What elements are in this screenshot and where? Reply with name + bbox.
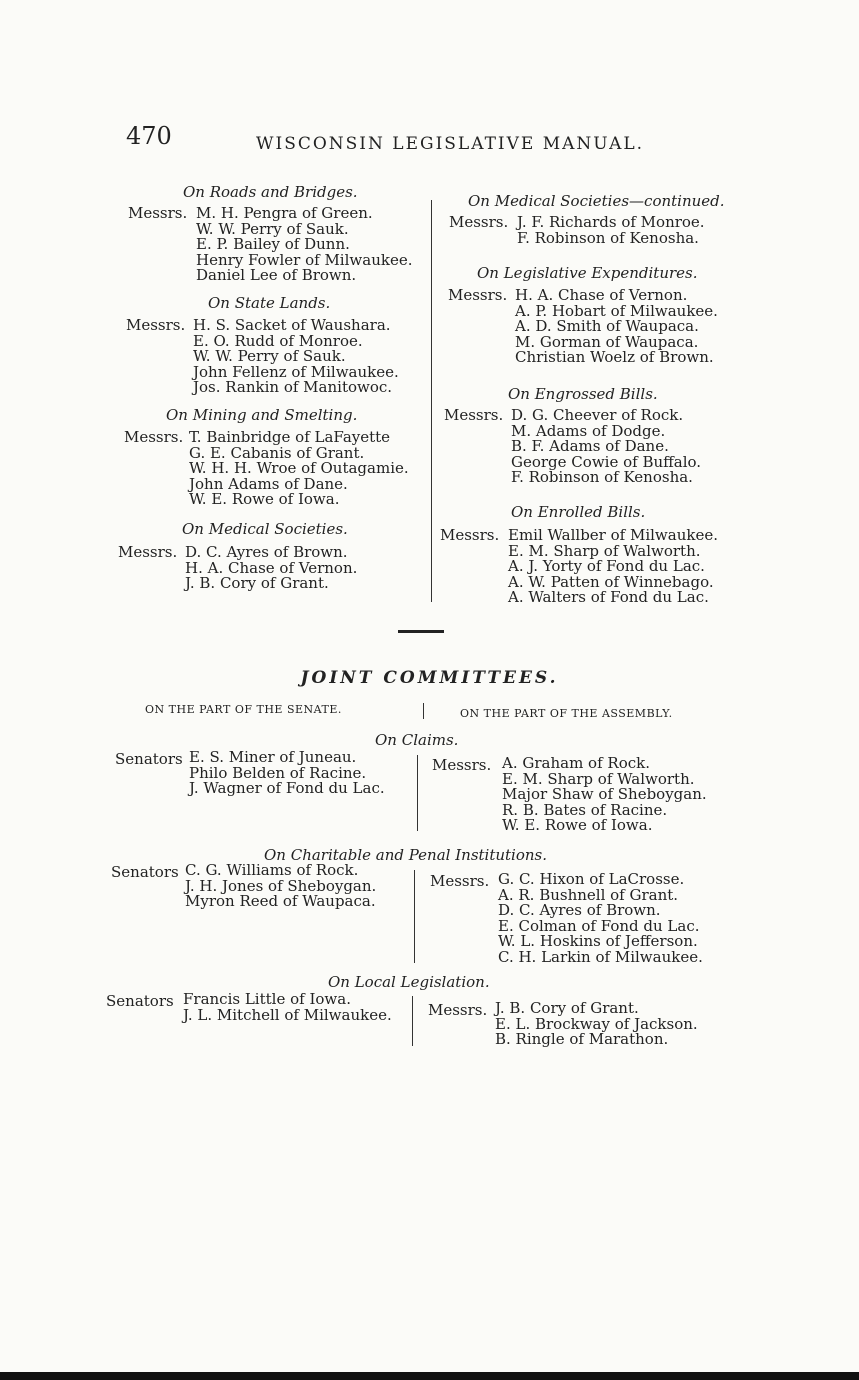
- header-divider: [423, 703, 424, 719]
- committee-member: W. W. Perry of Sauk.: [196, 219, 349, 238]
- committee-member: E. P. Bailey of Dunn.: [196, 235, 350, 253]
- committee-member: Emil Wallber of Milwaukee.: [508, 526, 718, 544]
- page-number: 470: [126, 122, 172, 150]
- running-header: WISCONSIN LEGISLATIVE MANUAL.: [256, 134, 645, 154]
- committee-member: A. J. Yorty of Fond du Lac.: [508, 557, 705, 575]
- assembly-member: Major Shaw of Sheboygan.: [502, 785, 707, 803]
- right-committee-heading: On Legislative Expenditures.: [477, 264, 698, 282]
- joint-column-divider: [414, 870, 415, 963]
- joint-committee-heading: On Claims.: [375, 731, 459, 749]
- committee-member: J. F. Richards of Monroe.: [517, 213, 705, 231]
- joint-column-divider: [412, 996, 413, 1046]
- committee-member: W. E. Rowe of Iowa.: [189, 490, 340, 508]
- joint-committee-heading: On Charitable and Penal Institutions.: [264, 846, 548, 864]
- assembly-member: A. R. Bushnell of Grant.: [498, 885, 679, 904]
- committee-member: Daniel Lee of Brown.: [196, 266, 357, 284]
- senators-label: Senators: [106, 992, 174, 1010]
- assembly-member: E. M. Sharp of Walworth.: [502, 769, 695, 788]
- senator-member: E. S. Miner of Juneau.: [189, 748, 357, 766]
- committee-member: F. Robinson of Kenosha.: [511, 468, 693, 486]
- committee-member: H. A. Chase of Vernon.: [185, 558, 358, 577]
- senator-member: Francis Little of Iowa.: [183, 990, 351, 1008]
- left-committee-heading: On State Lands.: [208, 294, 331, 312]
- assembly-member: W. L. Hoskins of Jefferson.: [498, 932, 698, 950]
- committee-member: A. P. Hobart of Milwaukee.: [515, 301, 718, 320]
- left-committee-label: Messrs.: [118, 543, 178, 561]
- committee-member: T. Bainbridge of LaFayette: [189, 428, 391, 446]
- senator-member: Myron Reed of Waupaca.: [185, 892, 376, 910]
- left-committee-label: Messrs.: [128, 204, 188, 222]
- committee-member: Henry Fowler of Milwaukee.: [196, 250, 413, 269]
- committee-member: E. M. Sharp of Walworth.: [508, 541, 701, 560]
- committee-member: H. A. Chase of Vernon.: [515, 286, 688, 304]
- joint-committee-heading: On Local Legislation.: [328, 973, 490, 991]
- right-committee-label: Messrs.: [444, 406, 504, 424]
- committee-member: M. Gorman of Waupaca.: [515, 332, 699, 351]
- senate-header: ON THE PART OF THE SENATE.: [145, 703, 342, 716]
- assembly-member: E. Colman of Fond du Lac.: [498, 916, 700, 935]
- committee-member: J. B. Cory of Grant.: [185, 574, 329, 592]
- committee-member: D. G. Cheever of Rock.: [511, 406, 684, 424]
- assembly-label: Messrs.: [432, 756, 492, 774]
- assembly-member: R. B. Bates of Racine.: [502, 800, 668, 819]
- assembly-member: D. C. Ayres of Brown.: [498, 901, 661, 919]
- senator-member: J. L. Mitchell of Milwaukee.: [183, 1005, 392, 1024]
- left-committee-heading: On Roads and Bridges.: [183, 183, 358, 201]
- committee-member: Jos. Rankin of Manitowoc.: [193, 378, 393, 396]
- assembly-label: Messrs.: [428, 1001, 488, 1019]
- assembly-member: W. E. Rowe of Iowa.: [502, 816, 653, 834]
- committee-member: W. W. Perry of Sauk.: [193, 347, 346, 365]
- committee-member: F. Robinson of Kenosha.: [517, 228, 699, 247]
- assembly-header: ON THE PART OF THE ASSEMBLY.: [460, 707, 673, 720]
- senator-member: C. G. Williams of Rock.: [185, 861, 359, 879]
- assembly-member: A. Graham of Rock.: [502, 754, 650, 772]
- section-divider: [398, 630, 444, 633]
- committee-member: E. O. Rudd of Monroe.: [193, 331, 363, 350]
- column-divider: [431, 200, 432, 602]
- assembly-member: J. B. Cory of Grant.: [495, 999, 639, 1017]
- assembly-label: Messrs.: [430, 872, 490, 890]
- assembly-member: E. L. Brockway of Jackson.: [495, 1014, 698, 1033]
- committee-member: D. C. Ayres of Brown.: [185, 543, 348, 561]
- right-committee-heading: On Engrossed Bills.: [508, 385, 658, 403]
- senators-label: Senators: [111, 863, 179, 881]
- committee-member: A. Walters of Fond du Lac.: [508, 588, 709, 606]
- right-committee-heading: On Enrolled Bills.: [511, 503, 646, 521]
- left-committee-heading: On Medical Societies.: [182, 520, 348, 538]
- assembly-member: G. C. Hixon of LaCrosse.: [498, 870, 685, 888]
- assembly-member: B. Ringle of Marathon.: [495, 1030, 669, 1048]
- right-committee-label: Messrs.: [448, 286, 508, 304]
- committee-member: Christian Woelz of Brown.: [515, 348, 714, 366]
- committee-member: M. Adams of Dodge.: [511, 421, 666, 440]
- left-committee-heading: On Mining and Smelting.: [166, 406, 358, 424]
- page-bottom-edge: [0, 1372, 859, 1380]
- senator-member: J. H. Jones of Sheboygan.: [185, 876, 377, 895]
- joint-committees-title: JOINT COMMITTEES.: [300, 668, 559, 688]
- committee-member: John Adams of Dane.: [189, 474, 348, 493]
- left-committee-label: Messrs.: [126, 316, 186, 334]
- senators-label: Senators: [115, 750, 183, 768]
- committee-member: George Cowie of Buffalo.: [511, 452, 702, 471]
- right-committee-label: Messrs.: [440, 526, 500, 544]
- joint-column-divider: [417, 755, 418, 831]
- committee-member: A. D. Smith of Waupaca.: [515, 317, 699, 335]
- committee-member: G. E. Cabanis of Grant.: [189, 443, 365, 462]
- committee-member: John Fellenz of Milwaukee.: [193, 362, 399, 381]
- senator-member: J. Wagner of Fond du Lac.: [189, 779, 385, 797]
- committee-member: M. H. Pengra of Green.: [196, 204, 373, 222]
- right-committee-heading: On Medical Societies—continued.: [468, 192, 725, 210]
- committee-member: H. S. Sacket of Waushara.: [193, 316, 391, 334]
- assembly-member: C. H. Larkin of Milwaukee.: [498, 947, 703, 966]
- senator-member: Philo Belden of Racine.: [189, 763, 367, 782]
- committee-member: A. W. Patten of Winnebago.: [508, 572, 714, 591]
- left-committee-label: Messrs.: [124, 428, 184, 446]
- committee-member: W. H. H. Wroe of Outagamie.: [189, 459, 409, 477]
- committee-member: B. F. Adams of Dane.: [511, 437, 669, 455]
- right-committee-label: Messrs.: [449, 213, 509, 231]
